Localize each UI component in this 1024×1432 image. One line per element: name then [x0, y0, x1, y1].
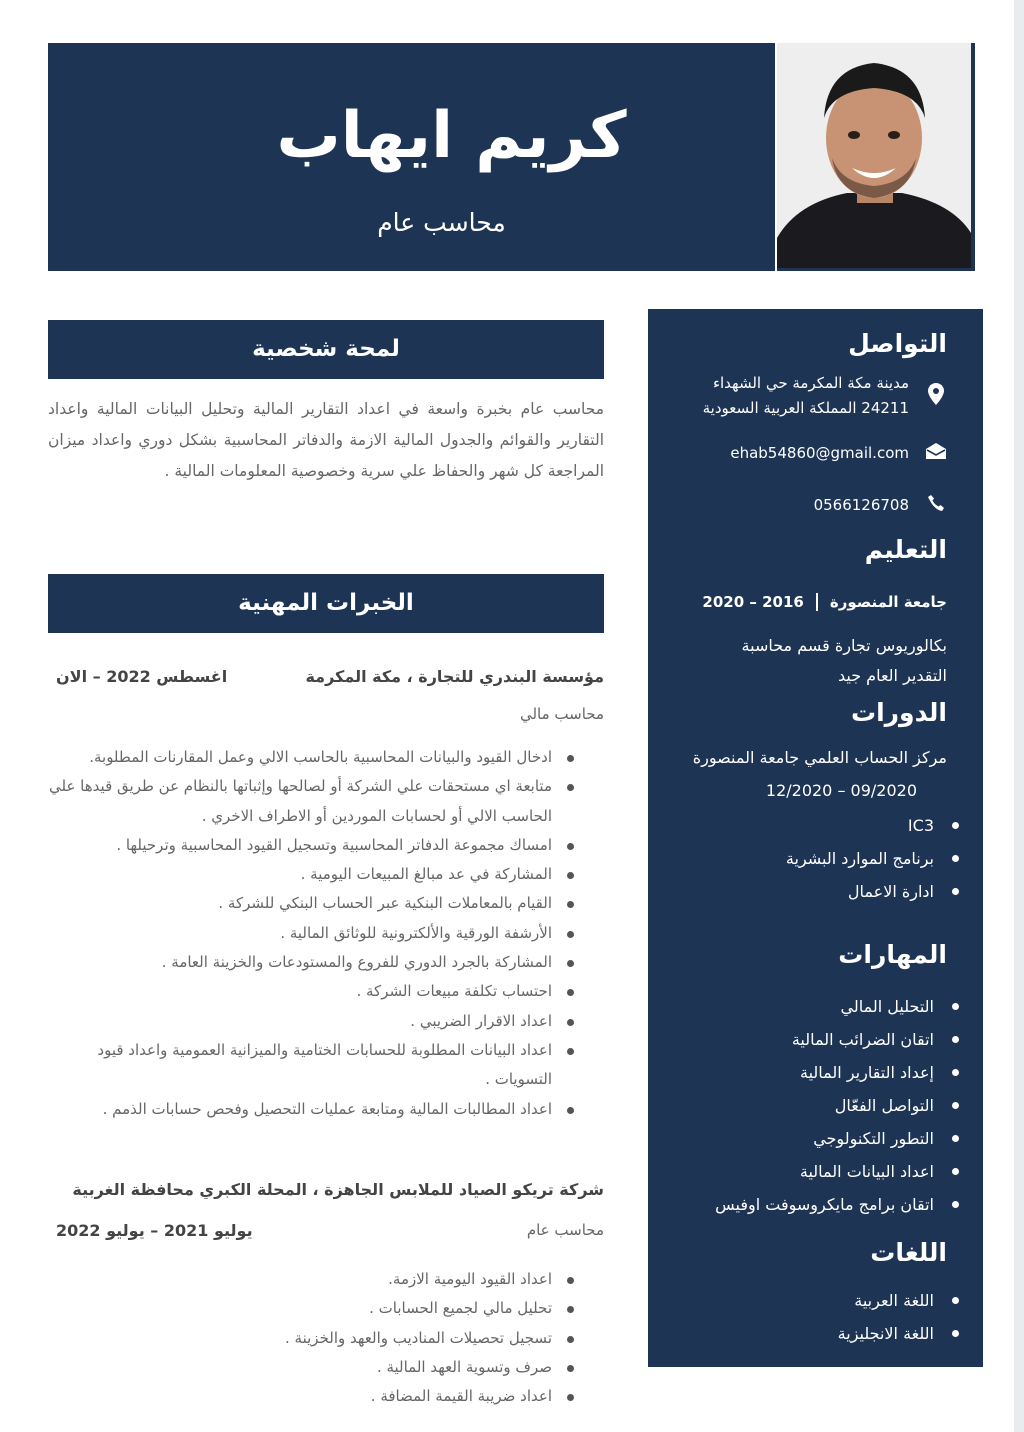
skill-item: اتقان الضرائب المالية — [791, 1030, 934, 1049]
list-item: اعداد البيانات المطلوبة للحسابات الختامية والميزانية العمومية واعداد قيود التسويات . — [48, 1036, 578, 1095]
list-item: احتساب تكلفة مبيعات الشركة . — [48, 977, 578, 1006]
skill-item: إعداد التقارير المالية — [800, 1063, 934, 1082]
skills-list — [715, 990, 959, 1221]
contact-title: التواصل — [848, 329, 947, 358]
bullet-dot — [952, 1003, 959, 1010]
course-item: IC3 — [907, 816, 934, 835]
job-title: محاسب عام — [377, 208, 506, 237]
course-item: برنامج الموارد البشرية — [785, 849, 934, 868]
job-2-organization: شركة تريكو الصياد للملابس الجاهزة ، المحلة الكبري محافظة الغربية — [72, 1180, 604, 1199]
list-item — [786, 809, 959, 842]
bullet-dot — [952, 1102, 959, 1109]
skill-item: التواصل الفعّال — [834, 1096, 934, 1115]
skill-item: التحليل المالي — [840, 997, 934, 1016]
list-item — [715, 1056, 959, 1089]
skills-title: المهارات — [838, 940, 947, 969]
job-1-bullets — [48, 743, 578, 1124]
page-edge — [1014, 0, 1024, 1432]
language-item: اللغة الانجليزية — [837, 1324, 934, 1343]
phone-icon — [925, 495, 947, 516]
degree: بكالوريوس تجارة قسم محاسبة — [741, 636, 947, 655]
list-item — [715, 990, 959, 1023]
list-item — [838, 1317, 959, 1350]
phone-row — [668, 493, 947, 518]
profile-text: محاسب عام بخبرة واسعة في اعداد التقارير المالية وتحليل البيانات المالية واعداد التقارير والقوائم والجدول المالية الازمة والدفاتر المحاسبية بشكل دوري واعداد ميزان المراجعة كل شهر والحفاظ علي سرية وخصوصية المعلومات المالية . — [48, 400, 604, 480]
profile-photo — [777, 43, 971, 268]
job-1-dates: اغسطس 2022 – الان — [56, 667, 228, 686]
language-item: اللغة العربية — [854, 1291, 934, 1310]
list-item — [786, 875, 959, 908]
skill-item: التطور التكنولوجي — [813, 1129, 934, 1148]
list-item: المشاركة بالجرد الدوري للفروع والمستودعات والخزينة العامة . — [48, 948, 578, 977]
list-item — [838, 1284, 959, 1317]
person-name: كريم ايهاب — [276, 99, 627, 173]
address-row — [668, 371, 947, 421]
education-title: التعليم — [864, 535, 947, 564]
bullet-dot — [952, 1069, 959, 1076]
list-item: اعداد الاقرار الضريبي . — [48, 1007, 578, 1036]
bullet-dot — [952, 1201, 959, 1208]
bullet-dot — [952, 1330, 959, 1337]
address-line-2: 24211 المملكة العربية السعودية — [702, 399, 909, 417]
list-item: صرف وتسوية العهد المالية . — [48, 1353, 578, 1382]
list-item: تحليل مالي لجميع الحسابات . — [48, 1294, 578, 1323]
profile-title: لمحة شخصية — [48, 320, 604, 379]
email-link[interactable]: ehab54860@gmail.com — [730, 444, 909, 462]
job-1-role: محاسب مالي — [519, 705, 604, 723]
email-row — [668, 441, 947, 466]
job-2-role: محاسب عام — [526, 1221, 604, 1239]
profile-photo-frame — [777, 43, 975, 271]
grade: التقدير العام جيد — [837, 666, 947, 685]
location-pin-icon — [925, 383, 947, 410]
bullet-dot — [952, 1297, 959, 1304]
languages-title: اللغات — [870, 1238, 947, 1267]
list-item: اعداد المطالبات المالية ومتابعة عمليات التحصيل وفحص حسابات الذمم . — [48, 1095, 578, 1124]
list-item — [715, 1023, 959, 1056]
list-item — [715, 1188, 959, 1221]
list-item: تسجيل تحصيلات المناديب والعهد والخزينة . — [48, 1324, 578, 1353]
bullet-dot — [952, 1135, 959, 1142]
separator — [816, 593, 818, 611]
bullet-dot — [952, 855, 959, 862]
address-line-1: مدينة مكة المكرمة حي الشهداء — [712, 374, 909, 392]
skill-item: اعداد البيانات المالية — [799, 1162, 934, 1181]
courses-dates: 09/2020 – 12/2020 — [765, 781, 917, 800]
list-item: اعداد ضريبة القيمة المضافة . — [48, 1382, 578, 1411]
courses-title: الدورات — [850, 698, 947, 727]
list-item — [786, 842, 959, 875]
list-item: امساك مجموعة الدفاتر المحاسبية وتسجيل القيود المحاسبية وترحيلها . — [48, 831, 578, 860]
envelope-icon — [925, 443, 947, 464]
list-item — [715, 1089, 959, 1122]
list-item — [715, 1122, 959, 1155]
languages-list — [838, 1284, 959, 1350]
list-item: متابعة اي مستحقات علي الشركة أو لصالحها وإثباتها بالنظام عن طريق قيدها علي الحاسب الالي أو لحسابات الموردين أو الاطراف الاخري . — [48, 772, 578, 831]
bullet-dot — [952, 1036, 959, 1043]
job-2-dates: يوليو 2021 – يوليو 2022 — [56, 1221, 253, 1240]
phone-number[interactable]: 0566126708 — [813, 496, 909, 514]
sidebar — [648, 309, 983, 1367]
experience-title: الخبرات المهنية — [48, 574, 604, 633]
education-years: 2016 – 2020 — [702, 593, 804, 611]
skill-item: اتقان برامج مايكروسوفت اوفيس — [715, 1195, 934, 1214]
courses-list — [786, 809, 959, 908]
bullet-dot — [952, 822, 959, 829]
education-line — [702, 593, 947, 611]
job-1-organization: مؤسسة البندري للتجارة ، مكة المكرمة — [305, 667, 604, 686]
list-item: المشاركة في عد مبالغ المبيعات اليومية . — [48, 860, 578, 889]
list-item: الأرشفة الورقية والألكترونية للوثائق المالية . — [48, 919, 578, 948]
list-item: ادخال القيود والبيانات المحاسبية بالحاسب الالي وعمل المقارنات المطلوبة. — [48, 743, 578, 772]
university-name: جامعة المنصورة — [829, 593, 947, 611]
bullet-dot — [952, 888, 959, 895]
list-item — [715, 1155, 959, 1188]
list-item: القيام بالمعاملات البنكية عبر الحساب البنكي للشركة . — [48, 889, 578, 918]
list-item: اعداد القيود اليومية الازمة. — [48, 1265, 578, 1294]
course-item: ادارة الاعمال — [847, 882, 934, 901]
bullet-dot — [952, 1168, 959, 1175]
courses-center: مركز الحساب العلمي جامعة المنصورة — [692, 748, 947, 767]
job-2-bullets — [48, 1265, 578, 1411]
person-avatar-icon — [777, 43, 971, 268]
header-banner — [48, 43, 775, 271]
